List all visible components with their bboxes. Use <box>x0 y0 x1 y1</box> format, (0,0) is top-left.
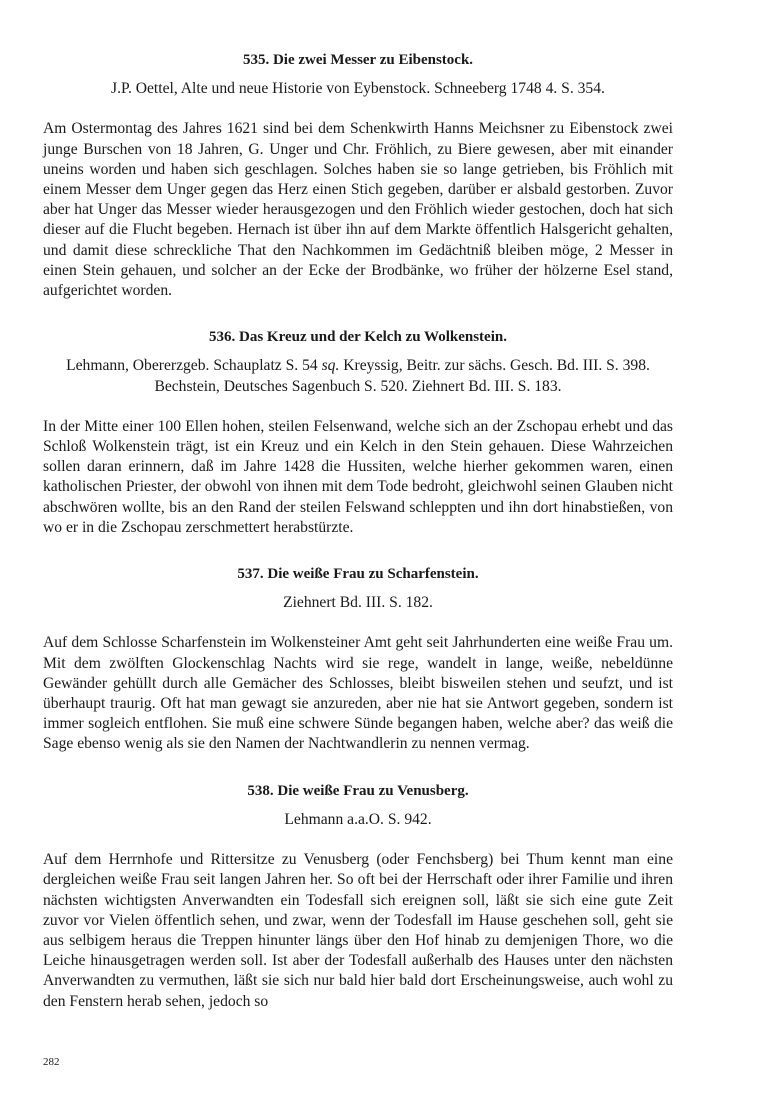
section-536 <box>43 327 673 538</box>
section-538 <box>43 781 673 1012</box>
section-source: Lehmann a.a.O. S. 942. <box>284 810 432 828</box>
document-page <box>43 50 673 1038</box>
section-title: 538. Die weiße Frau zu Venusberg. <box>247 782 469 799</box>
section-source: Ziehnert Bd. III. S. 182. <box>283 594 433 612</box>
section-body: In der Mitte einer 100 Ellen hohen, steilen Felsenwand, welche sich an der Zschopau erhebt und das Schloß Wolkenstein trägt, ist ein Kreuz und ein Kelch in den Stein gehauen. Diese Wahrzeichen sollen daran erinnern, daß im Jahre 1428 die Hussiten, welche hierher gekommen waren, einen katholischen Priester, der obwohl von ihnen mit dem Tode bedroht, gleichwohl seinen Glauben nicht abschwören wollte, bis an den Rand der steilen Felswand schleppten und ihn dort hinabstießen, von wo er in die Zschopau zerschmettert herabstürzte. <box>43 417 673 536</box>
section-source <box>43 356 673 396</box>
page-number: 282 <box>43 1056 60 1068</box>
section-source: J.P. Oettel, Alte und neue Historie von Eybenstock. Schneeberg 1748 4. S. 354. <box>111 80 605 98</box>
section-537 <box>43 564 673 755</box>
source-text: Lehmann, Obererzgeb. Schauplatz S. 54 <box>66 357 322 375</box>
section-title: 535. Die zwei Messer zu Eibenstock. <box>242 52 474 68</box>
source-italic: sq. <box>321 357 340 375</box>
section-body: Auf dem Herrnhofe und Rittersitze zu Venusberg (oder Fenchsberg) bei Thum kennt man eine dergleichen weiße Frau seit langen Jahren her. So oft bei der Herrschaft oder ihrer Familie und ihren nächsten wichtigsten Anverwandten ein Todesfall sich ereignen soll, läßt sie sich eine gute Zeit zuvor vor Vielen öffentlich sehen, und zwar, wenn der Todesfall im Hause geschehen soll, geht sie aus selbigem heraus die Treppen hinunter längs über den Hof hinab zu demjenigen Thore, wo die Leiche hinausgetragen werden soll. Ist aber der Todesfall außerhalb des Hauses unter den nächsten Anverwandten zu vermuthen, läßt sie sich nur bald hier bald dort Erscheinungsweise, auch wohl zu den Fenstern herab sehen, jedoch so <box>43 851 673 1010</box>
section-535 <box>43 50 673 301</box>
section-title: 537. Die weiße Frau zu Scharfenstein. <box>237 566 479 583</box>
section-title: 536. Das Kreuz und der Kelch zu Wolkenstein. <box>209 329 507 346</box>
section-body: Am Ostermontag des Jahres 1621 sind bei dem Schenkwirth Hanns Meichsner zu Eibenstock zwei junge Burschen von 18 Jahren, G. Unger und Chr. Fröhlich, zu Biere gewesen, aber mit einander uneins worden und haben sich geschlagen. Solches haben sie so lange getrieben, bis Fröhlich mit einem Messer dem Unger gegen das Herz einen Stich gegeben, darüber er alsbald gestorben. Zuvor aber hat Unger das Messer wieder herausgezogen und den Fröhlich wieder gestochen, doch hat sich dieser auf die Flucht begeben. Hernach ist über ihn auf dem Markte öffentlich Halsgericht gehalten, und damit diese schreckliche That den Nachkommen im Gedächtniß bleiben möge, 2 Messer in einen Stein gehauen, und solcher an der Ecke der Brodbänke, wo früher der hölzerne Esel stand, aufgerichtet worden. <box>43 120 673 300</box>
section-body: Auf dem Schlosse Scharfenstein im Wolkensteiner Amt geht seit Jahrhunderten eine weiße Frau um. Mit dem zwölften Glockenschlag Nachts wird sie rege, wandelt in lange, weiße, nebeldünne Gewänder gehüllt durch alle Gemächer des Schlosses, bleibt bisweilen stehen und seufzt, und ist überhaupt traurig. Oft hat man gewagt sie anzureden, aber nie hat sie Antwort gegeben, sondern ist immer sogleich entflohen. Sie muß eine schwere Sünde begangen haben, welche aber? das weiß die Sage ebenso wenig als sie den Namen der Nachtwandlerin zu nennen vermag. <box>43 634 673 753</box>
source-text: Kreyssig, Beitr. zur sächs. Gesch. Bd. III. S. 398. Bechstein, Deutsches Sagenbuch S. 520. Ziehnert Bd. III. S. 183. <box>154 357 650 395</box>
